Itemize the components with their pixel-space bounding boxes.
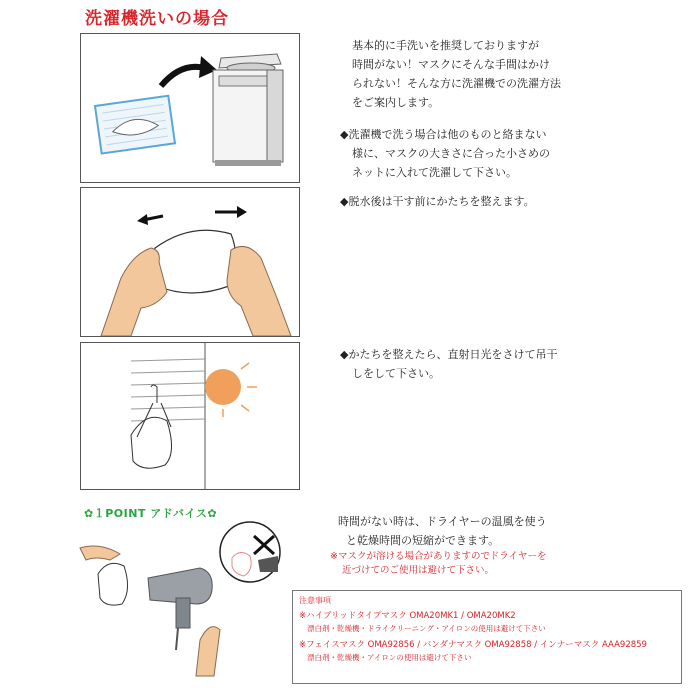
mask-icon: [153, 230, 235, 293]
hair-dryer-icon: [148, 568, 212, 650]
arrow-right-icon: [215, 206, 247, 218]
hang-dry-illustration: [81, 343, 299, 489]
right-hand-icon: [227, 246, 291, 336]
warning-line: ※マスクが溶ける場合がありますのでドライヤーを: [330, 551, 547, 562]
washing-machine-icon: [213, 54, 283, 166]
point-advice-text: [338, 512, 547, 550]
text-line: 基本的に手洗いを推奨しておりますが: [352, 39, 539, 52]
text-line: 時間がない時は、ドライヤーの温風を使う: [338, 515, 547, 528]
text-line: られない！そんな方に洗濯機での洗濯方法: [352, 77, 561, 90]
hand-holding-mask-icon: [80, 546, 128, 605]
blinds-icon: [131, 359, 205, 421]
note-detail: 漂白剤・乾燥機・ドライクリーニング・アイロンの使用は避けて下さい: [307, 624, 546, 633]
note-detail: 漂白剤・乾燥機・アイロンの使用は避けて下さい: [307, 653, 472, 662]
notes-header: 注意事項: [299, 596, 331, 605]
dryer-hand-icon: [196, 627, 220, 676]
text-line: 様に、マスクの大きさに合った小さめの: [352, 147, 550, 160]
text-line: 時間がない！マスクにそんな手間はかけ: [352, 58, 550, 71]
caution-notes-box: [292, 590, 682, 684]
reshape-mask-panel: [80, 187, 300, 337]
text-line: ◆脱水後は干す前にかたちを整えます。: [340, 195, 535, 208]
laundry-net-icon: [95, 96, 175, 154]
step2-text: [340, 192, 535, 211]
text-line: しをして下さい。: [352, 367, 440, 380]
text-line: ネットに入れて洗濯して下さい。: [352, 166, 517, 179]
sun-icon: [205, 363, 257, 417]
left-hand-icon: [101, 248, 167, 336]
text-line: ◆かたちを整えたら、直射日光をさけて吊干: [340, 348, 558, 361]
arrow-left-icon: [137, 214, 163, 225]
intro-text: [352, 36, 561, 112]
washing-machine-illustration: [81, 34, 299, 182]
text-line: をご案内します。: [352, 96, 440, 109]
dryer-warning: [330, 550, 547, 578]
hanging-mask-icon: [131, 385, 172, 468]
note-item: ※ハイブリッドタイプマスク OMA20MK1 / OMA20MK2: [299, 611, 516, 621]
hang-dry-panel: [80, 342, 300, 490]
reshape-mask-illustration: [81, 188, 299, 336]
warning-line: 近づけてのご使用は避けて下さい。: [342, 565, 495, 576]
prohibited-close-dryer-icon: [220, 522, 280, 582]
text-line: ◆洗濯機で洗う場合は他のものと絡まない: [340, 128, 547, 141]
note-item: ※フェイスマスク OMA92856 / バンダナマスク OMA92858 / インナーマスク AAA92859: [299, 640, 647, 650]
washing-machine-panel: [80, 33, 300, 183]
step1-text: [340, 125, 550, 182]
step3-text: [340, 345, 557, 383]
text-line: と乾燥時間の短縮ができます。: [346, 534, 500, 547]
point-advice-title: ✿１POINT アドバイス✿: [84, 507, 218, 520]
page-title: 洗濯機洗いの場合: [85, 9, 229, 29]
